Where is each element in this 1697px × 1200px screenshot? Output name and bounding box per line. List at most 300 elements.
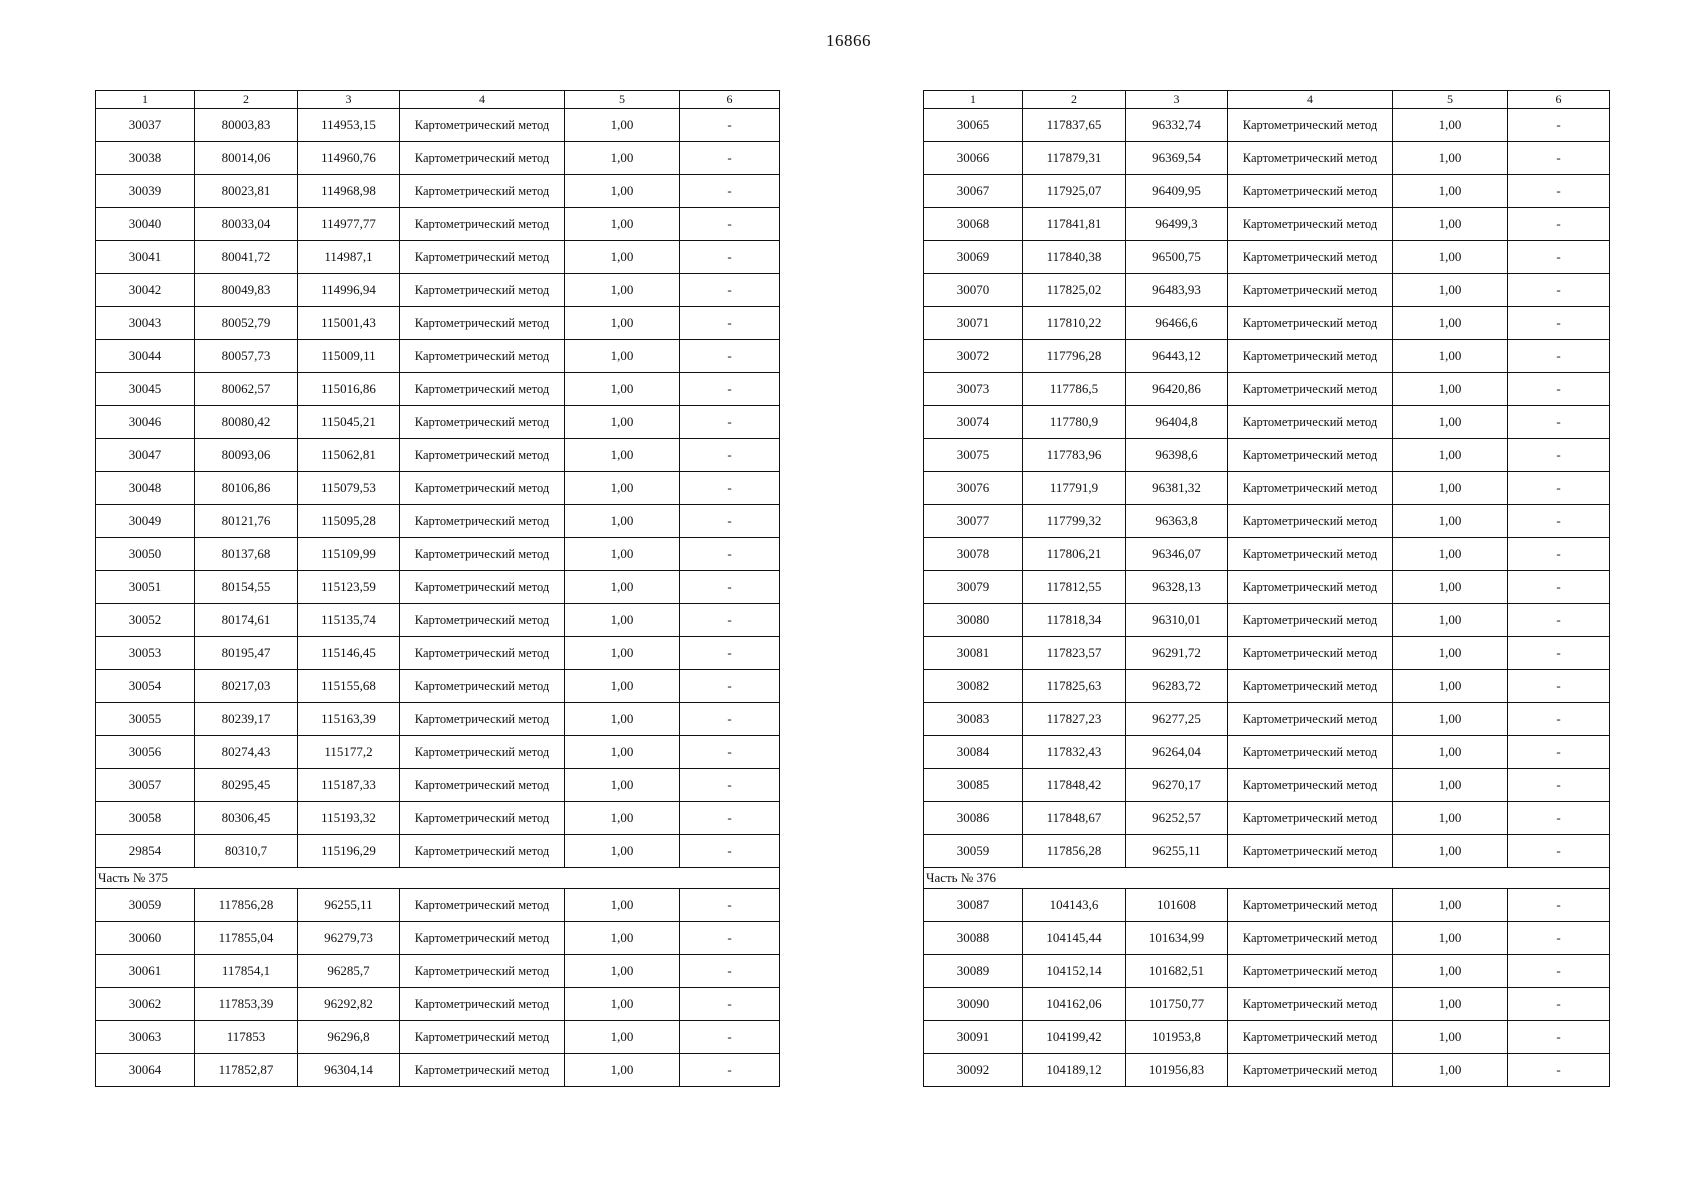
y-coordinate-cell: 114987,1 [298,241,400,274]
y-coordinate-cell: 96283,72 [1126,670,1228,703]
right-coordinates-table [923,90,1610,1087]
accuracy-cell: 1,00 [565,241,680,274]
note-cell: - [680,175,780,208]
point-number-cell: 30088 [924,922,1023,955]
point-number-cell: 30087 [924,889,1023,922]
x-coordinate-cell: 117796,28 [1023,340,1126,373]
accuracy-cell: 1,00 [1393,1054,1508,1087]
method-cell: Картометрический метод [1228,472,1393,505]
part-header-row [96,868,780,889]
table-row [96,1021,780,1054]
y-coordinate-cell: 115062,81 [298,439,400,472]
x-coordinate-cell: 80274,43 [195,736,298,769]
accuracy-cell: 1,00 [565,703,680,736]
x-coordinate-cell: 80295,45 [195,769,298,802]
header-row [924,91,1610,109]
note-cell: - [680,835,780,868]
accuracy-cell: 1,00 [565,472,680,505]
x-coordinate-cell: 117825,02 [1023,274,1126,307]
method-cell: Картометрический метод [1228,988,1393,1021]
note-cell: - [680,922,780,955]
y-coordinate-cell: 115163,39 [298,703,400,736]
x-coordinate-cell: 117791,9 [1023,472,1126,505]
y-coordinate-cell: 115155,68 [298,670,400,703]
x-coordinate-cell: 117827,23 [1023,703,1126,736]
note-cell: - [1508,307,1610,340]
note-cell: - [1508,703,1610,736]
accuracy-cell: 1,00 [565,109,680,142]
point-number-cell: 30089 [924,955,1023,988]
table-row [96,637,780,670]
y-coordinate-cell: 96291,72 [1126,637,1228,670]
table-row [924,274,1610,307]
table-row [924,637,1610,670]
method-cell: Картометрический метод [1228,670,1393,703]
part-label: Часть № 376 [924,868,1610,889]
point-number-cell: 30070 [924,274,1023,307]
method-cell: Картометрический метод [400,1021,565,1054]
table-row [96,1054,780,1087]
table-row [924,373,1610,406]
x-coordinate-cell: 80154,55 [195,571,298,604]
method-cell: Картометрический метод [400,670,565,703]
accuracy-cell: 1,00 [1393,769,1508,802]
note-cell: - [1508,208,1610,241]
y-coordinate-cell: 101608 [1126,889,1228,922]
table-row [924,889,1610,922]
accuracy-cell: 1,00 [565,637,680,670]
point-number-cell: 30052 [96,604,195,637]
point-number-cell: 30075 [924,439,1023,472]
point-number-cell: 30042 [96,274,195,307]
method-cell: Картометрический метод [1228,1021,1393,1054]
note-cell: - [1508,373,1610,406]
accuracy-cell: 1,00 [1393,208,1508,241]
point-number-cell: 30082 [924,670,1023,703]
y-coordinate-cell: 114953,15 [298,109,400,142]
table-row [924,955,1610,988]
y-coordinate-cell: 115123,59 [298,571,400,604]
point-number-cell: 30073 [924,373,1023,406]
method-cell: Картометрический метод [1228,769,1393,802]
method-cell: Картометрический метод [1228,109,1393,142]
y-coordinate-cell: 96404,8 [1126,406,1228,439]
point-number-cell: 30050 [96,538,195,571]
x-coordinate-cell: 80137,68 [195,538,298,571]
x-coordinate-cell: 117806,21 [1023,538,1126,571]
note-cell: - [680,208,780,241]
method-cell: Картометрический метод [400,736,565,769]
accuracy-cell: 1,00 [1393,505,1508,538]
note-cell: - [680,505,780,538]
method-cell: Картометрический метод [400,922,565,955]
table-row [924,208,1610,241]
table-row [924,703,1610,736]
accuracy-cell: 1,00 [565,670,680,703]
header-row [96,91,780,109]
table-row [96,472,780,505]
y-coordinate-cell: 96443,12 [1126,340,1228,373]
table-row [96,406,780,439]
table-row [924,1054,1610,1087]
point-number-cell: 30063 [96,1021,195,1054]
x-coordinate-cell: 80217,03 [195,670,298,703]
accuracy-cell: 1,00 [565,988,680,1021]
point-number-cell: 30062 [96,988,195,1021]
part-header-row [924,868,1610,889]
accuracy-cell: 1,00 [565,175,680,208]
note-cell: - [1508,889,1610,922]
method-cell: Картометрический метод [1228,922,1393,955]
note-cell: - [680,1054,780,1087]
column-header-4: 4 [400,91,565,109]
note-cell: - [1508,736,1610,769]
note-cell: - [680,955,780,988]
point-number-cell: 30038 [96,142,195,175]
y-coordinate-cell: 96328,13 [1126,571,1228,604]
x-coordinate-cell: 80080,42 [195,406,298,439]
accuracy-cell: 1,00 [565,340,680,373]
note-cell: - [1508,955,1610,988]
point-number-cell: 30060 [96,922,195,955]
y-coordinate-cell: 96255,11 [1126,835,1228,868]
point-number-cell: 30076 [924,472,1023,505]
point-number-cell: 30048 [96,472,195,505]
method-cell: Картометрический метод [1228,802,1393,835]
x-coordinate-cell: 117832,43 [1023,736,1126,769]
y-coordinate-cell: 115095,28 [298,505,400,538]
table-row [96,988,780,1021]
note-cell: - [680,373,780,406]
note-cell: - [1508,1054,1610,1087]
y-coordinate-cell: 96285,7 [298,955,400,988]
accuracy-cell: 1,00 [565,406,680,439]
accuracy-cell: 1,00 [1393,109,1508,142]
note-cell: - [1508,1021,1610,1054]
accuracy-cell: 1,00 [565,889,680,922]
x-coordinate-cell: 117848,67 [1023,802,1126,835]
y-coordinate-cell: 114960,76 [298,142,400,175]
note-cell: - [680,142,780,175]
note-cell: - [680,1021,780,1054]
note-cell: - [1508,142,1610,175]
table-row [96,955,780,988]
method-cell: Картометрический метод [400,241,565,274]
y-coordinate-cell: 96332,74 [1126,109,1228,142]
accuracy-cell: 1,00 [1393,175,1508,208]
y-coordinate-cell: 115079,53 [298,472,400,505]
method-cell: Картометрический метод [400,505,565,538]
note-cell: - [680,703,780,736]
table-row [924,835,1610,868]
y-coordinate-cell: 101634,99 [1126,922,1228,955]
note-cell: - [1508,769,1610,802]
table-row [96,208,780,241]
y-coordinate-cell: 96277,25 [1126,703,1228,736]
table-row [96,505,780,538]
left-coordinates-table [95,90,780,1087]
point-number-cell: 30085 [924,769,1023,802]
point-number-cell: 30059 [924,835,1023,868]
point-number-cell: 30037 [96,109,195,142]
table-row [96,802,780,835]
accuracy-cell: 1,00 [1393,889,1508,922]
accuracy-cell: 1,00 [1393,955,1508,988]
column-header-3: 3 [298,91,400,109]
note-cell: - [1508,835,1610,868]
y-coordinate-cell: 96346,07 [1126,538,1228,571]
accuracy-cell: 1,00 [565,1021,680,1054]
method-cell: Картометрический метод [400,802,565,835]
x-coordinate-cell: 80033,04 [195,208,298,241]
accuracy-cell: 1,00 [565,736,680,769]
accuracy-cell: 1,00 [1393,307,1508,340]
x-coordinate-cell: 104143,6 [1023,889,1126,922]
x-coordinate-cell: 104152,14 [1023,955,1126,988]
page-number: 16866 [826,31,871,50]
method-cell: Картометрический метод [400,889,565,922]
point-number-cell: 30049 [96,505,195,538]
point-number-cell: 30065 [924,109,1023,142]
table-row [96,340,780,373]
point-number-cell: 30047 [96,439,195,472]
x-coordinate-cell: 117823,57 [1023,637,1126,670]
table-row [924,142,1610,175]
table-row [924,340,1610,373]
table-row [924,604,1610,637]
table-row [924,241,1610,274]
table-row [96,439,780,472]
note-cell: - [680,571,780,604]
x-coordinate-cell: 117841,81 [1023,208,1126,241]
method-cell: Картометрический метод [400,274,565,307]
note-cell: - [1508,505,1610,538]
method-cell: Картометрический метод [1228,175,1393,208]
table-row [96,670,780,703]
x-coordinate-cell: 80121,76 [195,505,298,538]
table-row [96,571,780,604]
table-row [96,736,780,769]
method-cell: Картометрический метод [1228,604,1393,637]
accuracy-cell: 1,00 [1393,988,1508,1021]
table-row [924,922,1610,955]
note-cell: - [1508,802,1610,835]
accuracy-cell: 1,00 [1393,472,1508,505]
accuracy-cell: 1,00 [1393,1021,1508,1054]
column-header-3: 3 [1126,91,1228,109]
table-row [924,1021,1610,1054]
accuracy-cell: 1,00 [565,604,680,637]
point-number-cell: 30086 [924,802,1023,835]
note-cell: - [1508,175,1610,208]
y-coordinate-cell: 101956,83 [1126,1054,1228,1087]
method-cell: Картометрический метод [400,955,565,988]
point-number-cell: 30078 [924,538,1023,571]
point-number-cell: 30039 [96,175,195,208]
point-number-cell: 30091 [924,1021,1023,1054]
x-coordinate-cell: 80062,57 [195,373,298,406]
x-coordinate-cell: 80041,72 [195,241,298,274]
table-row [924,769,1610,802]
table-row [924,736,1610,769]
method-cell: Картометрический метод [400,406,565,439]
note-cell: - [680,604,780,637]
y-coordinate-cell: 114977,77 [298,208,400,241]
x-coordinate-cell: 117853 [195,1021,298,1054]
accuracy-cell: 1,00 [565,571,680,604]
accuracy-cell: 1,00 [565,505,680,538]
note-cell: - [680,439,780,472]
note-cell: - [680,472,780,505]
column-header-2: 2 [195,91,298,109]
accuracy-cell: 1,00 [1393,922,1508,955]
x-coordinate-cell: 80014,06 [195,142,298,175]
point-number-cell: 30069 [924,241,1023,274]
point-number-cell: 30043 [96,307,195,340]
column-header-1: 1 [96,91,195,109]
x-coordinate-cell: 117848,42 [1023,769,1126,802]
y-coordinate-cell: 115045,21 [298,406,400,439]
accuracy-cell: 1,00 [1393,538,1508,571]
point-number-cell: 30040 [96,208,195,241]
y-coordinate-cell: 115177,2 [298,736,400,769]
y-coordinate-cell: 96252,57 [1126,802,1228,835]
point-number-cell: 30046 [96,406,195,439]
method-cell: Картометрический метод [400,769,565,802]
method-cell: Картометрический метод [1228,274,1393,307]
method-cell: Картометрический метод [400,1054,565,1087]
y-coordinate-cell: 96310,01 [1126,604,1228,637]
x-coordinate-cell: 117840,38 [1023,241,1126,274]
y-coordinate-cell: 96270,17 [1126,769,1228,802]
y-coordinate-cell: 96398,6 [1126,439,1228,472]
point-number-cell: 30054 [96,670,195,703]
note-cell: - [1508,274,1610,307]
accuracy-cell: 1,00 [565,802,680,835]
point-number-cell: 30041 [96,241,195,274]
accuracy-cell: 1,00 [1393,406,1508,439]
note-cell: - [1508,472,1610,505]
note-cell: - [680,889,780,922]
x-coordinate-cell: 104189,12 [1023,1054,1126,1087]
x-coordinate-cell: 80306,45 [195,802,298,835]
point-number-cell: 30058 [96,802,195,835]
method-cell: Картометрический метод [400,109,565,142]
x-coordinate-cell: 117825,63 [1023,670,1126,703]
note-cell: - [1508,439,1610,472]
method-cell: Картометрический метод [400,538,565,571]
table-row [96,889,780,922]
note-cell: - [680,307,780,340]
note-cell: - [680,802,780,835]
method-cell: Картометрический метод [1228,439,1393,472]
method-cell: Картометрический метод [1228,505,1393,538]
table-row [96,769,780,802]
method-cell: Картометрический метод [400,175,565,208]
x-coordinate-cell: 80023,81 [195,175,298,208]
y-coordinate-cell: 96264,04 [1126,736,1228,769]
y-coordinate-cell: 96279,73 [298,922,400,955]
point-number-cell: 29854 [96,835,195,868]
accuracy-cell: 1,00 [565,373,680,406]
method-cell: Картометрический метод [400,439,565,472]
y-coordinate-cell: 96363,8 [1126,505,1228,538]
x-coordinate-cell: 80093,06 [195,439,298,472]
x-coordinate-cell: 80239,17 [195,703,298,736]
point-number-cell: 30074 [924,406,1023,439]
x-coordinate-cell: 104145,44 [1023,922,1126,955]
method-cell: Картометрический метод [400,604,565,637]
x-coordinate-cell: 80052,79 [195,307,298,340]
y-coordinate-cell: 96466,6 [1126,307,1228,340]
method-cell: Картометрический метод [400,703,565,736]
accuracy-cell: 1,00 [565,274,680,307]
method-cell: Картометрический метод [1228,571,1393,604]
note-cell: - [680,109,780,142]
point-number-cell: 30056 [96,736,195,769]
note-cell: - [680,538,780,571]
accuracy-cell: 1,00 [1393,802,1508,835]
y-coordinate-cell: 115009,11 [298,340,400,373]
table-row [924,472,1610,505]
y-coordinate-cell: 101750,77 [1126,988,1228,1021]
table-row [96,703,780,736]
method-cell: Картометрический метод [400,340,565,373]
point-number-cell: 30080 [924,604,1023,637]
table-row [924,406,1610,439]
point-number-cell: 30059 [96,889,195,922]
point-number-cell: 30066 [924,142,1023,175]
table-row [924,802,1610,835]
x-coordinate-cell: 104199,42 [1023,1021,1126,1054]
column-header-6: 6 [680,91,780,109]
note-cell: - [1508,241,1610,274]
y-coordinate-cell: 115016,86 [298,373,400,406]
point-number-cell: 30077 [924,505,1023,538]
table-row [924,670,1610,703]
note-cell: - [680,670,780,703]
method-cell: Картометрический метод [1228,835,1393,868]
note-cell: - [1508,406,1610,439]
accuracy-cell: 1,00 [565,307,680,340]
note-cell: - [680,340,780,373]
note-cell: - [680,406,780,439]
note-cell: - [1508,340,1610,373]
point-number-cell: 30081 [924,637,1023,670]
method-cell: Картометрический метод [1228,538,1393,571]
accuracy-cell: 1,00 [1393,604,1508,637]
method-cell: Картометрический метод [1228,703,1393,736]
method-cell: Картометрический метод [1228,208,1393,241]
accuracy-cell: 1,00 [565,922,680,955]
note-cell: - [680,274,780,307]
point-number-cell: 30071 [924,307,1023,340]
x-coordinate-cell: 117783,96 [1023,439,1126,472]
point-number-cell: 30053 [96,637,195,670]
table-row [96,373,780,406]
y-coordinate-cell: 96483,93 [1126,274,1228,307]
y-coordinate-cell: 115146,45 [298,637,400,670]
method-cell: Картометрический метод [400,571,565,604]
y-coordinate-cell: 96255,11 [298,889,400,922]
accuracy-cell: 1,00 [1393,373,1508,406]
accuracy-cell: 1,00 [1393,835,1508,868]
accuracy-cell: 1,00 [1393,439,1508,472]
point-number-cell: 30090 [924,988,1023,1021]
accuracy-cell: 1,00 [565,835,680,868]
y-coordinate-cell: 96420,86 [1126,373,1228,406]
note-cell: - [1508,571,1610,604]
